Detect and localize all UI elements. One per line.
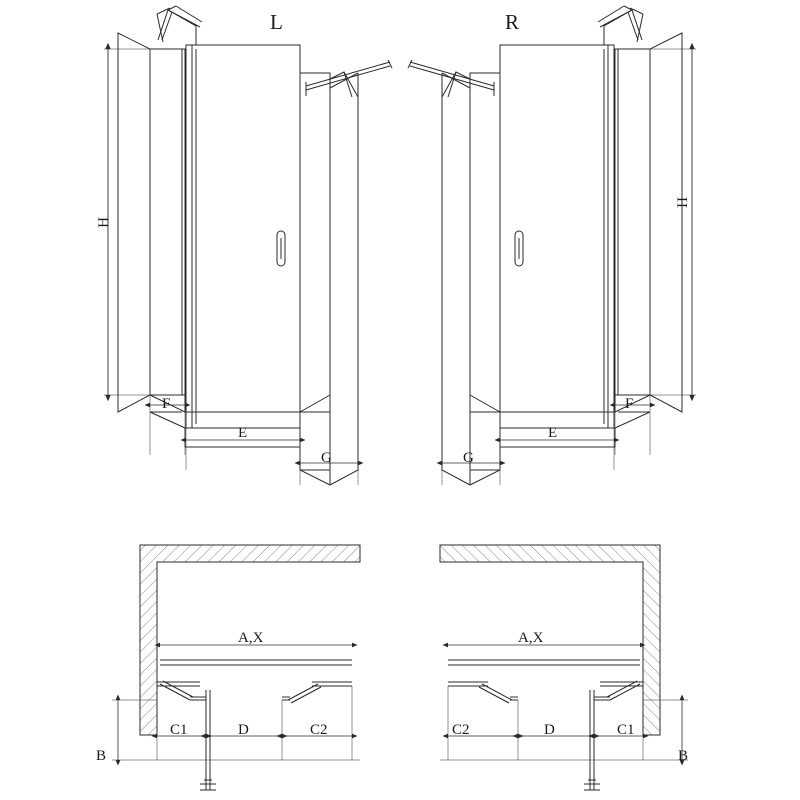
label-panel-g-right: G xyxy=(463,450,474,466)
label-panel-e-left: E xyxy=(238,425,248,441)
label-panel-g-left: G xyxy=(321,450,332,466)
label-depth-plan-right: B xyxy=(678,748,689,764)
label-height-right: H xyxy=(674,197,691,208)
label-seg-d-plan-left: D xyxy=(238,722,249,738)
view-name-left: L xyxy=(270,10,283,34)
plan-right-group xyxy=(440,545,688,790)
label-seg-c1-plan-left: C1 xyxy=(170,722,188,738)
label-width-total-plan-right: A,X xyxy=(518,630,544,646)
label-seg-c1-plan-right: C1 xyxy=(617,722,635,738)
label-seg-c2-plan-left: C2 xyxy=(310,722,328,738)
plan-left-group xyxy=(112,545,360,790)
label-panel-f-right: F xyxy=(625,396,634,412)
label-seg-d-plan-right: D xyxy=(544,722,555,738)
view-name-right: R xyxy=(505,10,520,34)
label-height-left: H xyxy=(95,217,112,228)
label-seg-c2-plan-right: C2 xyxy=(452,722,470,738)
elevation-left-group xyxy=(104,6,392,485)
label-depth-plan-left: B xyxy=(96,748,107,764)
elevation-right-group xyxy=(408,6,696,485)
label-width-total-plan-left: A,X xyxy=(238,630,264,646)
label-panel-f-left: F xyxy=(162,396,171,412)
label-panel-e-right: E xyxy=(548,425,558,441)
